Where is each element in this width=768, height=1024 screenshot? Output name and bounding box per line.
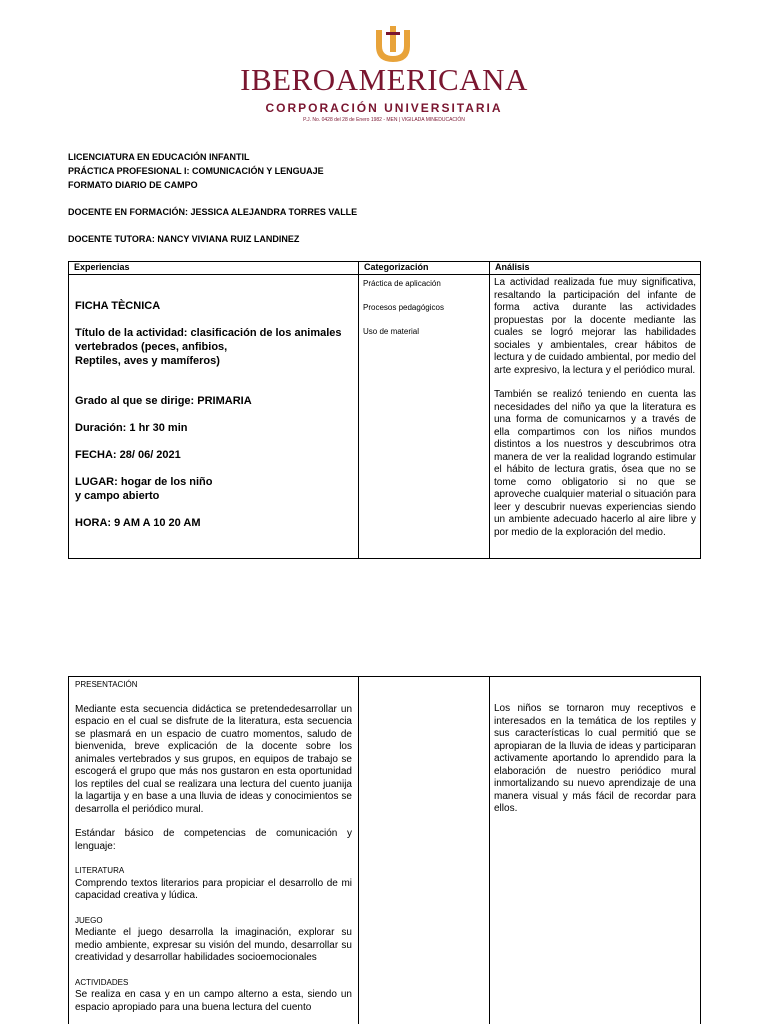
docente-tutora: DOCENTE TUTORA: NANCY VIVIANA RUIZ LANDINEZ [68, 234, 300, 244]
category-item: Procesos pedagógicos [363, 303, 444, 312]
category-item: Uso de material [363, 327, 420, 336]
actividades-text: Se realiza en casa y en un campo alterno a esta, siendo un espacio apropiado para una buena lectura del cuento [75, 989, 352, 1013]
ficha-title: FICHA TÈCNICA [75, 300, 161, 312]
presentacion-text: Mediante esta secuencia didáctica se pretendedesarrollar un espacio en el cual se disfrute de la literatura, esta secuencia se plasmará en un espacio de cuatro momentos, saludo de bienvenida, breve explicación de la docente sobre los animales vertebrados y sus grupos, en equipos de trabajo se escogerá el grupo que más nos gustaron en esta oportunidad los reptiles del cual se realizara una lectura del cuento juanija la lagartija y en base a una lluvia de ideas y conocimientos se desarrolla el periódico mural. [75, 703, 352, 815]
course-title: PRÁCTICA PROFESIONAL I: COMUNICACIÓN Y LENGUAJE [68, 166, 324, 176]
grado: Grado al que se dirige: PRIMARIA [75, 395, 252, 407]
header-analisis: Análisis [490, 262, 701, 275]
duracion: Duración: 1 hr 30 min [75, 422, 188, 434]
table-row [69, 275, 701, 559]
literatura-label: LITERATURA [75, 866, 125, 875]
lugar-line1: LUGAR: hogar de los niño [75, 476, 213, 488]
fecha: FECHA: 28/ 06/ 2021 [75, 449, 181, 461]
juego-label: JUEGO [75, 915, 103, 925]
header-categorizacion: Categorización [359, 262, 490, 275]
hora: HORA: 9 AM A 10 20 AM [75, 517, 201, 529]
analysis-paragraph: La actividad realizada fue muy significativa, resaltando la participación del infante de forma activa durante las actividades propuestas por la docente mediante las cuales se logró mejorar las habilidades sociales y ambientales, crear hábitos de lectura y de cuidado ambiental, por medio del arte expresivo, la lectura y el periódico mural. [494, 277, 696, 376]
university-emblem-icon [372, 26, 414, 64]
field-diary-table [68, 261, 701, 559]
logo-name: IBEROAMERICANA [240, 62, 528, 97]
analisis-cell-2 [490, 677, 701, 1024]
analisis-cell [490, 275, 701, 559]
activity-title-line1: Título de la actividad: clasificación de los animales [75, 327, 342, 339]
category-item: Práctica de aplicación [363, 279, 441, 288]
actividades-label: ACTIVIDADES [75, 977, 129, 987]
activity-title-line2: vertebrados (peces, anfibios, [75, 341, 228, 353]
estandar-text: Estándar básico de competencias de comunicación y lenguaje: [75, 828, 352, 852]
presentacion-label: PRESENTACIÓN [75, 680, 138, 689]
format-title: FORMATO DIARIO DE CAMPO [68, 180, 198, 190]
table-header-row [69, 262, 701, 275]
document-header [68, 150, 357, 246]
lugar-line2: y campo abierto [75, 490, 160, 502]
literatura-text: Comprendo textos literarios para propiciar el desarrollo de mi capacidad creativa y lúdica. [75, 877, 352, 901]
presentacion-cell [69, 677, 359, 1024]
analysis-paragraph: Los niños se tornaron muy receptivos e interesados en la temática de los reptiles y sus características lo cual permitió que se apropiaran de la lluvia de ideas y participaran activamente aportando lo aprendido para la elaboración de nuestro periódico mural inmortalizando su nuevo aprendizaje de una manera visual y más fácil de recordar para ellos. [494, 703, 696, 814]
table-row [69, 677, 701, 1024]
docente-formacion: DOCENTE EN FORMACIÓN: JESSICA ALEJANDRA TORRES VALLE [68, 207, 358, 217]
university-logo [0, 20, 768, 123]
analysis-paragraph: También se realizó teniendo en cuenta las necesidades del niño ya que la literatura es una forma de comunicarnos y a través de ella compartimos con los niños mundos distintos a los nuestros y descubrimos otra manera de ver la realidad logrando estimular el hábito de lectura gratis, ósea que no se tome como obligatorio si no que se aproveche cualquier material o situación para leer y descubrir nuevas experiencias siendo un ambiente adecuado hacerlo al aire libre y por medio de la exploración del medio. [494, 389, 696, 538]
logo-subtitle: CORPORACIÓN UNIVERSITARIA [265, 101, 503, 115]
ficha-tecnica-cell [69, 275, 359, 559]
program-title: LICENCIATURA EN EDUCACIÓN INFANTIL [68, 152, 250, 162]
logo-legal-text: P.J. No. 0428 del 28 de Enero 1982 - MEN | VIGILADA MINEDUCACIÓN [303, 117, 465, 123]
presentation-table [68, 676, 701, 1024]
categorizacion-cell [359, 275, 490, 559]
header-experiencias: Experiencias [69, 262, 359, 275]
empty-category-cell [359, 677, 490, 1024]
juego-text: Mediante el juego desarrolla la imaginación, explorar su medio ambiente, expresar su visión del mundo, desarrollar su creatividad y desarrollar habilidades socioemocionales [75, 927, 352, 963]
activity-title-line3: Reptiles, aves y mamíferos) [75, 355, 220, 367]
